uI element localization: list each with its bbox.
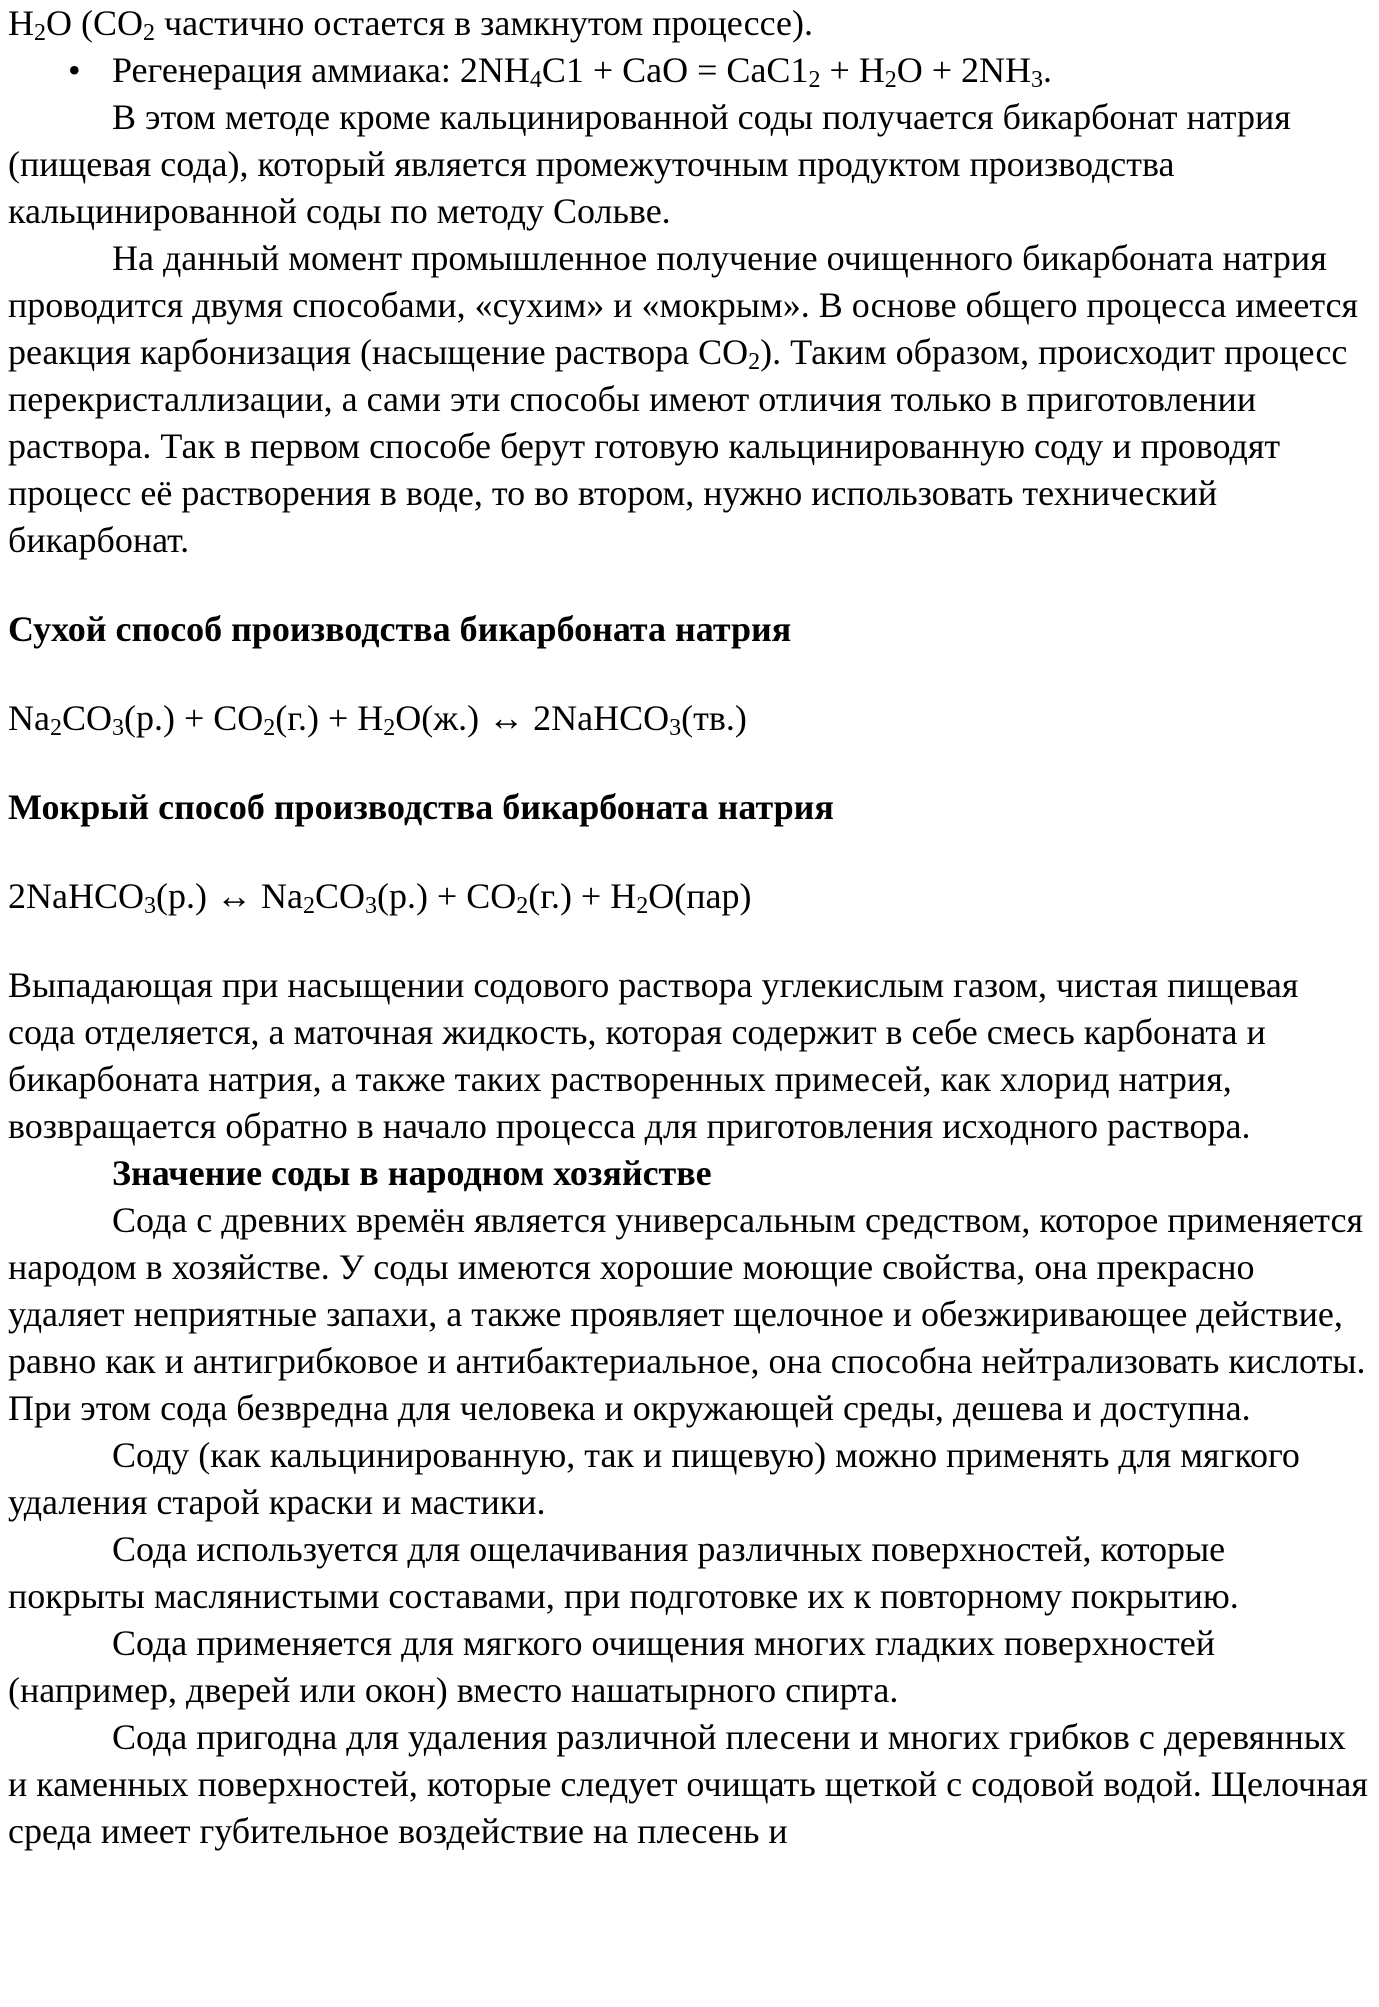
- paragraph-mold: Сода пригодна для удаления различной плесени и многих грибков с деревянных и каменных поверхностей, которые следует очищать щеткой с содовой водой. Щелочная среда имеет губительное воздействие на плесень и: [8, 1717, 1368, 1851]
- text-run: C1 + CaO = CaC1: [541, 50, 809, 90]
- spacer: [8, 831, 1369, 873]
- text-run: O (CO: [46, 3, 143, 43]
- text-run: На данный момент промышленное получение очищенного бикарбоната натрия проводится двумя способами, «сухим» и «мокрым». В основе общего процесса имеется реакция карбонизация (насыщение раствора CO: [8, 238, 1359, 372]
- subscript: 4: [529, 67, 542, 93]
- text-run: (г.) + H: [275, 698, 384, 738]
- subscript: 2: [516, 893, 529, 919]
- text-run: (р.) + CO: [124, 698, 264, 738]
- text-run: (р.) ↔ Na: [155, 876, 303, 916]
- text-run: + H: [820, 50, 885, 90]
- paragraph-methods: [8, 235, 1369, 564]
- text-run: ). Таким образом, происходит процесс перекристаллизации, а сами эти способы имеют отличия только в приготовлении раствора. Так в первом способе берут готовую кальцинированную соду и проводят процесс её растворения в воде, то во втором, нужно использовать технический бикарбонат.: [8, 332, 1348, 560]
- subscript: 2: [263, 715, 276, 741]
- subscript: 3: [143, 893, 156, 919]
- paragraph-cleaning: Сода применяется для мягкого очищения многих гладких поверхностей (например, дверей или окон) вместо нашатырного спирта.: [8, 1623, 1215, 1710]
- subscript: 2: [748, 349, 761, 375]
- text-run: (тв.): [681, 698, 747, 738]
- text-run: Регенерация аммиака: 2NH: [112, 50, 530, 90]
- subscript: 2: [302, 893, 315, 919]
- subscript: 2: [34, 20, 46, 46]
- subscript: 2: [636, 893, 649, 919]
- paragraph-paint-removal: Соду (как кальцинированную, так и пищевую) можно применять для мягкого удаления старой краски и мастики.: [8, 1435, 1300, 1522]
- heading-soda-value: Значение соды в народном хозяйстве: [112, 1153, 712, 1193]
- text-run: CO: [314, 876, 365, 916]
- spacer: [8, 920, 1369, 962]
- bullet-marker: •: [68, 50, 81, 90]
- equation-wet: [8, 873, 1369, 920]
- heading-dry-method: Сухой способ производства бикарбоната натрия: [8, 609, 792, 649]
- bullet-item: [8, 47, 1369, 94]
- text-run: .: [1043, 50, 1053, 90]
- subscript: 2: [383, 715, 396, 741]
- text-run: (р.) + CO: [376, 876, 517, 916]
- subscript: 3: [364, 893, 377, 919]
- subscript: 3: [669, 715, 682, 741]
- subscript: 2: [143, 20, 155, 46]
- subscript: 2: [49, 715, 62, 741]
- heading-wet-method: Мокрый способ производства бикарбоната натрия: [8, 787, 834, 827]
- text-run: O + 2NH: [896, 50, 1032, 90]
- text-run: O(ж.) ↔ 2NaHCO: [395, 698, 670, 738]
- text-run: (г.) + H: [528, 876, 637, 916]
- subscript: 3: [112, 715, 124, 741]
- subscript: 2: [808, 67, 821, 93]
- text-line-continuation: [8, 0, 1369, 47]
- spacer: [8, 653, 1369, 695]
- paragraph-precipitation: Выпадающая при насыщении содового раствора углекислым газом, чистая пищевая сода отделяется, а маточная жидкость, которая содержит в себе смесь карбоната и бикарбоната натрия, а также таких растворенных примесей, как хлорид натрия, возвращается обратно в начало процесса для приготовления исходного раствора.: [8, 965, 1299, 1146]
- text-run: O(пар): [648, 876, 752, 916]
- paragraph-properties: Сода с древних времён является универсальным средством, которое применяется народом в хозяйстве. У соды имеются хорошие моющие свойства, она прекрасно удаляет неприятные запахи, а также проявляет щелочное и обезжиривающее действие, равно как и антигрибковое и антибактериальное, она способна нейтрализовать кислоты. При этом сода безвредна для человека и окружающей среды, дешева и доступна.: [8, 1200, 1366, 1428]
- paragraph-alkalizing: Сода используется для ощелачивания различных поверхностей, которые покрыты маслянистыми составами, при подготовке их к повторному покрытию.: [8, 1529, 1239, 1616]
- subscript: 3: [1031, 67, 1044, 93]
- spacer: [8, 564, 1369, 606]
- text-run: 2NaHCO: [8, 876, 144, 916]
- subscript: 2: [884, 67, 897, 93]
- equation-dry: [8, 695, 1369, 742]
- spacer: [8, 742, 1369, 784]
- text-run: H: [8, 3, 34, 43]
- text-run: Na: [8, 698, 50, 738]
- text-run: CO: [61, 698, 112, 738]
- text-run: частично остается в замкнутом процессе).: [155, 3, 814, 43]
- paragraph-solvay: В этом методе кроме кальцинированной соды получается бикарбонат натрия (пищевая сода), который является промежуточным продуктом производства кальцинированной соды по методу Сольве.: [8, 97, 1291, 231]
